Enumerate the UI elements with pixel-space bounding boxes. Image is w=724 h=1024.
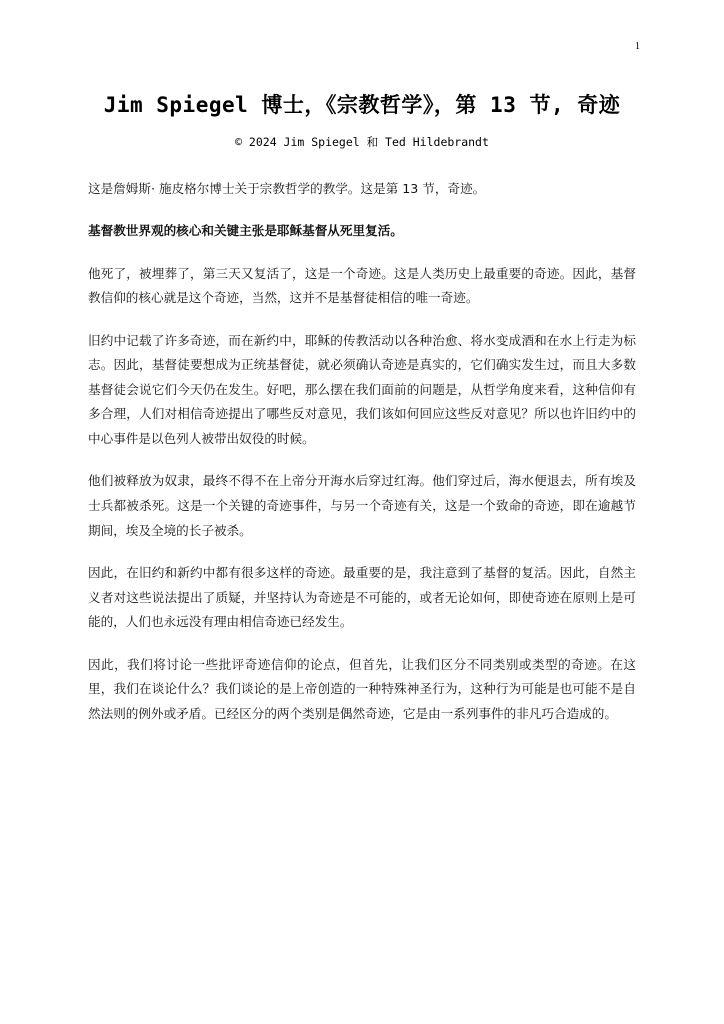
paragraph: 因此，在旧约和新约中都有很多这样的奇迹。最重要的是，我注意到了基督的复活。因此，自然主义者对这些说法提出了质疑，并坚持认为奇迹是不可能的，或者无论如何，即使奇迹在原则上是可能的，人们也永远没有理由相信奇迹已经发生。 [88, 565, 636, 630]
paragraph: 旧约中记载了许多奇迹，而在新约中，耶稣的传教活动以各种治愈、将水变成酒和在水上行走为标志。因此，基督徒要想成为正统基督徒，就必须确认奇迹是真实的，它们确实发生过，而且大多数基督徒会说它们今天仍在发生。好吧，那么摆在我们面前的问题是，从哲学角度来看，这种信仰有多合理，人们对相信奇迹提出了哪些反对意见，我们该如何回应这些反对意见？所以也许旧约中的中心事件是以色列人被带出奴役的时候。 [88, 332, 636, 446]
page-number: 1 [635, 41, 640, 52]
paragraph: 这是詹姆斯· 施皮格尔博士关于宗教哲学的教学。这是第 13 节，奇迹。 [88, 180, 486, 196]
page-title: Jim Spiegel 博士，《宗教哲学》，第 13 节, 奇迹 [103, 93, 621, 117]
document-body [88, 177, 636, 727]
paragraph: 他们被释放为奴隶，最终不得不在上帝分开海水后穿过红海。他们穿过后，海水便退去，所有埃及士兵都被杀死。这是一个关键的奇迹事件，与另一个奇迹有关，这是一个致命的奇迹，即在逾越节期间，埃及全境的长子被杀。 [88, 473, 636, 538]
paragraph: 基督教世界观的核心和关键主张是耶稣基督从死里复活。 [88, 223, 403, 239]
paragraph: 他死了，被埋葬了，第三天又复活了，这是一个奇迹。这是人类历史上最重要的奇迹。因此，基督教信仰的核心就是这个奇迹，当然，这并不是基督徒相信的唯一奇迹。 [88, 265, 636, 306]
paragraph: 因此，我们将讨论一些批评奇迹信仰的论点，但首先，让我们区分不同类别或类型的奇迹。在这里，我们在谈论什么？我们谈论的是上帝创造的一种特殊神圣行为，这种行为可能是也可能不是自然法则的例外或矛盾。已经区分的两个类别是偶然奇迹，它是由一系列事件的非凡巧合造成的。 [88, 656, 636, 721]
copyright-line: © 2024 Jim Spiegel 和 Ted Hildebrandt [235, 135, 489, 150]
